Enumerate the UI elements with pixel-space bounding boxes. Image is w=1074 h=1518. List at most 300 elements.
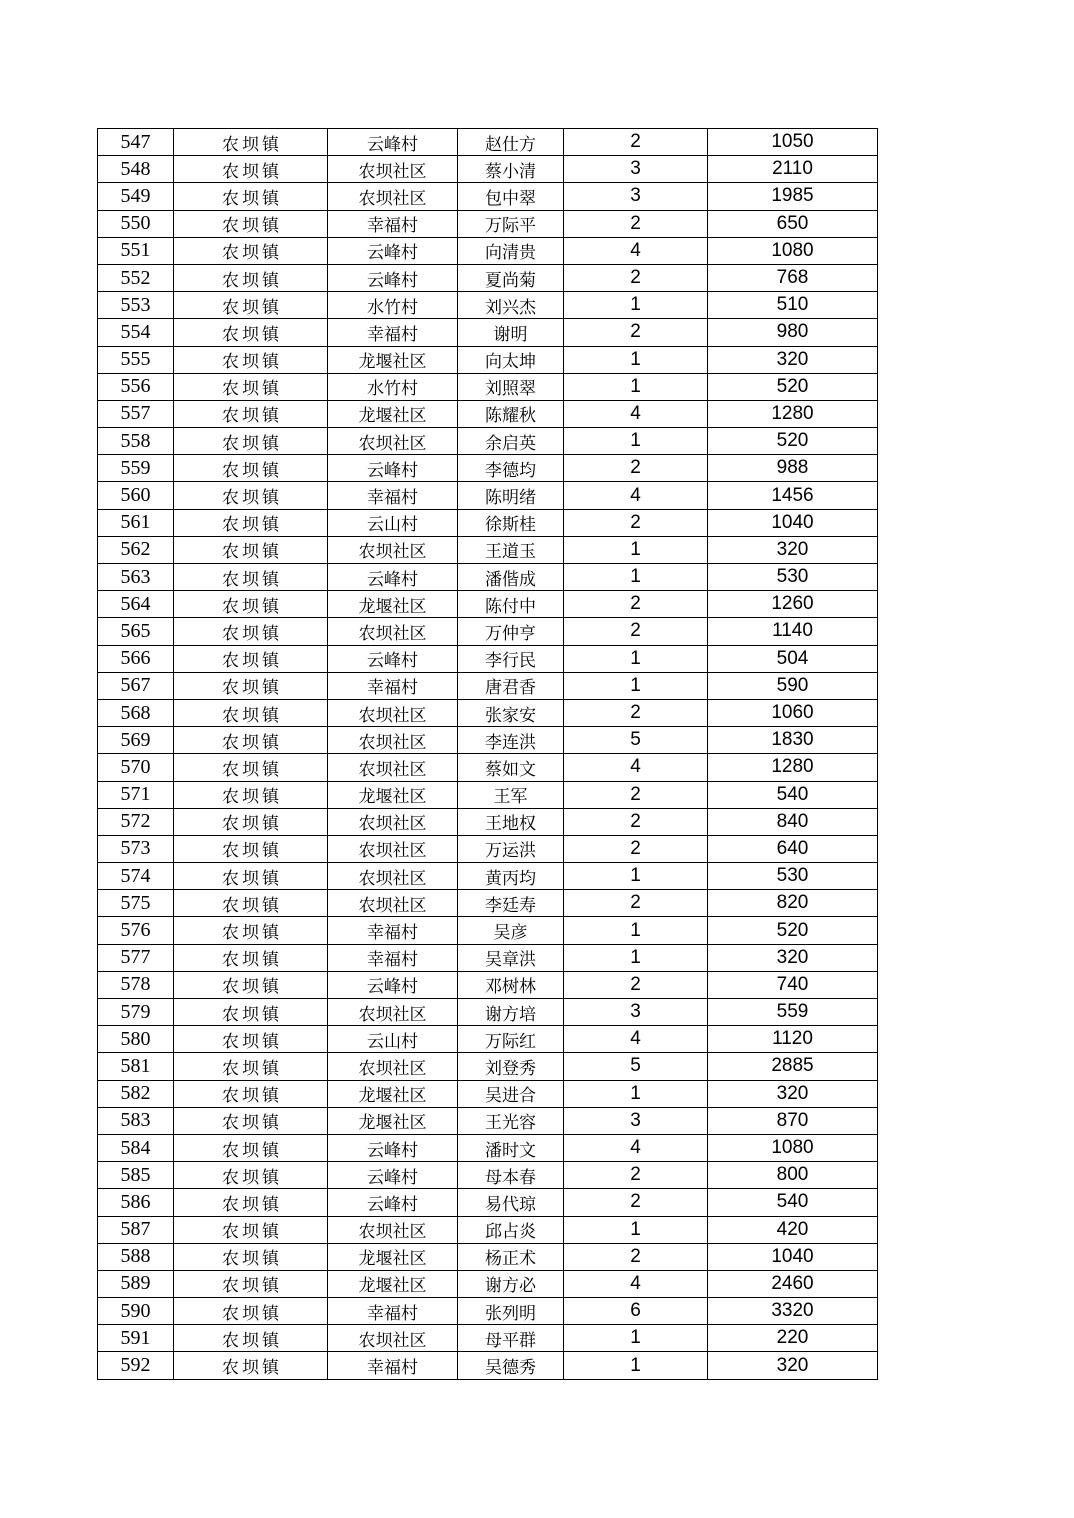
cell-seq: 550 xyxy=(98,210,174,237)
cell-town: 农坝镇 xyxy=(174,999,328,1026)
records-table-body xyxy=(98,129,878,1380)
cell-amount: 1985 xyxy=(708,183,878,210)
cell-town: 农坝镇 xyxy=(174,754,328,781)
cell-village: 农坝社区 xyxy=(328,618,458,645)
cell-village: 云峰村 xyxy=(328,455,458,482)
cell-count: 4 xyxy=(564,400,708,427)
cell-count: 5 xyxy=(564,1053,708,1080)
cell-name: 陈付中 xyxy=(458,591,564,618)
table-row xyxy=(98,863,878,890)
cell-town: 农坝镇 xyxy=(174,1189,328,1216)
cell-town: 农坝镇 xyxy=(174,482,328,509)
cell-name: 包中翠 xyxy=(458,183,564,210)
cell-village: 云峰村 xyxy=(328,237,458,264)
cell-town: 农坝镇 xyxy=(174,1216,328,1243)
cell-amount: 590 xyxy=(708,672,878,699)
cell-village: 龙堰社区 xyxy=(328,400,458,427)
cell-amount: 1050 xyxy=(708,129,878,156)
cell-village: 龙堰社区 xyxy=(328,781,458,808)
cell-name: 蔡如文 xyxy=(458,754,564,781)
cell-count: 2 xyxy=(564,264,708,291)
cell-name: 吴进合 xyxy=(458,1080,564,1107)
cell-amount: 540 xyxy=(708,781,878,808)
cell-town: 农坝镇 xyxy=(174,890,328,917)
cell-name: 张列明 xyxy=(458,1298,564,1325)
cell-count: 1 xyxy=(564,536,708,563)
cell-amount: 820 xyxy=(708,890,878,917)
cell-amount: 559 xyxy=(708,999,878,1026)
cell-seq: 581 xyxy=(98,1053,174,1080)
cell-seq: 582 xyxy=(98,1080,174,1107)
cell-seq: 588 xyxy=(98,1243,174,1270)
cell-count: 2 xyxy=(564,319,708,346)
table-row xyxy=(98,319,878,346)
cell-amount: 768 xyxy=(708,264,878,291)
cell-town: 农坝镇 xyxy=(174,944,328,971)
cell-amount: 2460 xyxy=(708,1270,878,1297)
cell-town: 农坝镇 xyxy=(174,618,328,645)
table-row xyxy=(98,292,878,319)
cell-town: 农坝镇 xyxy=(174,863,328,890)
cell-amount: 1080 xyxy=(708,1134,878,1161)
table-row xyxy=(98,672,878,699)
cell-seq: 584 xyxy=(98,1134,174,1161)
cell-count: 1 xyxy=(564,645,708,672)
cell-village: 农坝社区 xyxy=(328,999,458,1026)
cell-village: 农坝社区 xyxy=(328,156,458,183)
cell-name: 唐君香 xyxy=(458,672,564,699)
cell-amount: 530 xyxy=(708,564,878,591)
cell-count: 2 xyxy=(564,1162,708,1189)
table-row xyxy=(98,781,878,808)
table-row xyxy=(98,509,878,536)
cell-seq: 564 xyxy=(98,591,174,618)
cell-count: 2 xyxy=(564,1243,708,1270)
cell-seq: 565 xyxy=(98,618,174,645)
cell-name: 杨正术 xyxy=(458,1243,564,1270)
cell-village: 云峰村 xyxy=(328,264,458,291)
cell-village: 云峰村 xyxy=(328,129,458,156)
table-row xyxy=(98,835,878,862)
cell-name: 吴德秀 xyxy=(458,1352,564,1379)
cell-village: 幸福村 xyxy=(328,1352,458,1379)
cell-village: 龙堰社区 xyxy=(328,591,458,618)
cell-town: 农坝镇 xyxy=(174,1162,328,1189)
table-row xyxy=(98,183,878,210)
cell-name: 徐斯桂 xyxy=(458,509,564,536)
cell-seq: 568 xyxy=(98,699,174,726)
cell-name: 万运洪 xyxy=(458,835,564,862)
cell-count: 4 xyxy=(564,754,708,781)
table-row xyxy=(98,591,878,618)
table-row xyxy=(98,237,878,264)
cell-name: 王道玉 xyxy=(458,536,564,563)
cell-amount: 2885 xyxy=(708,1053,878,1080)
cell-seq: 557 xyxy=(98,400,174,427)
cell-count: 1 xyxy=(564,428,708,455)
cell-village: 幸福村 xyxy=(328,319,458,346)
cell-town: 农坝镇 xyxy=(174,264,328,291)
cell-count: 4 xyxy=(564,1134,708,1161)
cell-name: 万际红 xyxy=(458,1026,564,1053)
table-row xyxy=(98,1243,878,1270)
table-row xyxy=(98,373,878,400)
table-row xyxy=(98,210,878,237)
table-row xyxy=(98,618,878,645)
table-row xyxy=(98,1189,878,1216)
cell-seq: 556 xyxy=(98,373,174,400)
cell-town: 农坝镇 xyxy=(174,210,328,237)
cell-count: 1 xyxy=(564,944,708,971)
cell-town: 农坝镇 xyxy=(174,1270,328,1297)
cell-village: 幸福村 xyxy=(328,482,458,509)
cell-town: 农坝镇 xyxy=(174,1325,328,1352)
table-row xyxy=(98,1298,878,1325)
cell-town: 农坝镇 xyxy=(174,781,328,808)
cell-name: 母平群 xyxy=(458,1325,564,1352)
cell-seq: 553 xyxy=(98,292,174,319)
cell-name: 张家安 xyxy=(458,699,564,726)
cell-seq: 577 xyxy=(98,944,174,971)
cell-count: 4 xyxy=(564,237,708,264)
cell-name: 谢方培 xyxy=(458,999,564,1026)
table-row xyxy=(98,808,878,835)
cell-village: 幸福村 xyxy=(328,672,458,699)
cell-seq: 563 xyxy=(98,564,174,591)
cell-count: 2 xyxy=(564,591,708,618)
cell-count: 2 xyxy=(564,509,708,536)
cell-amount: 540 xyxy=(708,1189,878,1216)
cell-village: 农坝社区 xyxy=(328,863,458,890)
cell-amount: 1830 xyxy=(708,727,878,754)
cell-name: 李连洪 xyxy=(458,727,564,754)
cell-village: 农坝社区 xyxy=(328,1325,458,1352)
cell-count: 1 xyxy=(564,1352,708,1379)
table-row xyxy=(98,564,878,591)
cell-amount: 1080 xyxy=(708,237,878,264)
cell-town: 农坝镇 xyxy=(174,727,328,754)
table-row xyxy=(98,156,878,183)
cell-amount: 320 xyxy=(708,1352,878,1379)
cell-amount: 1060 xyxy=(708,699,878,726)
cell-amount: 2110 xyxy=(708,156,878,183)
cell-amount: 530 xyxy=(708,863,878,890)
table-row xyxy=(98,346,878,373)
cell-name: 王地权 xyxy=(458,808,564,835)
cell-seq: 566 xyxy=(98,645,174,672)
cell-town: 农坝镇 xyxy=(174,564,328,591)
cell-town: 农坝镇 xyxy=(174,1053,328,1080)
cell-amount: 510 xyxy=(708,292,878,319)
cell-count: 2 xyxy=(564,808,708,835)
cell-village: 幸福村 xyxy=(328,210,458,237)
cell-amount: 988 xyxy=(708,455,878,482)
cell-town: 农坝镇 xyxy=(174,455,328,482)
cell-count: 5 xyxy=(564,727,708,754)
table-row xyxy=(98,890,878,917)
cell-count: 1 xyxy=(564,292,708,319)
cell-town: 农坝镇 xyxy=(174,400,328,427)
table-row xyxy=(98,129,878,156)
table-row xyxy=(98,1107,878,1134)
cell-village: 云山村 xyxy=(328,1026,458,1053)
cell-amount: 420 xyxy=(708,1216,878,1243)
cell-seq: 586 xyxy=(98,1189,174,1216)
cell-name: 刘兴杰 xyxy=(458,292,564,319)
cell-amount: 520 xyxy=(708,373,878,400)
cell-village: 农坝社区 xyxy=(328,183,458,210)
cell-town: 农坝镇 xyxy=(174,1134,328,1161)
records-table xyxy=(97,128,878,1380)
cell-count: 2 xyxy=(564,1189,708,1216)
table-row xyxy=(98,645,878,672)
cell-town: 农坝镇 xyxy=(174,1243,328,1270)
cell-count: 2 xyxy=(564,129,708,156)
cell-name: 王光容 xyxy=(458,1107,564,1134)
cell-town: 农坝镇 xyxy=(174,237,328,264)
table-row xyxy=(98,971,878,998)
cell-town: 农坝镇 xyxy=(174,292,328,319)
table-row xyxy=(98,999,878,1026)
cell-count: 2 xyxy=(564,971,708,998)
cell-village: 农坝社区 xyxy=(328,808,458,835)
cell-town: 农坝镇 xyxy=(174,183,328,210)
cell-name: 夏尚菊 xyxy=(458,264,564,291)
cell-town: 农坝镇 xyxy=(174,156,328,183)
cell-amount: 1456 xyxy=(708,482,878,509)
cell-name: 王军 xyxy=(458,781,564,808)
cell-amount: 840 xyxy=(708,808,878,835)
cell-name: 黄丙均 xyxy=(458,863,564,890)
cell-name: 刘登秀 xyxy=(458,1053,564,1080)
cell-seq: 551 xyxy=(98,237,174,264)
cell-name: 刘照翠 xyxy=(458,373,564,400)
table-row xyxy=(98,536,878,563)
cell-seq: 576 xyxy=(98,917,174,944)
cell-town: 农坝镇 xyxy=(174,672,328,699)
cell-amount: 1280 xyxy=(708,754,878,781)
cell-seq: 560 xyxy=(98,482,174,509)
cell-count: 3 xyxy=(564,183,708,210)
table-row xyxy=(98,1270,878,1297)
table-row xyxy=(98,1026,878,1053)
cell-seq: 561 xyxy=(98,509,174,536)
cell-town: 农坝镇 xyxy=(174,1107,328,1134)
cell-seq: 552 xyxy=(98,264,174,291)
cell-village: 幸福村 xyxy=(328,1298,458,1325)
table-row xyxy=(98,1080,878,1107)
table-row xyxy=(98,400,878,427)
table-row xyxy=(98,727,878,754)
cell-name: 李德均 xyxy=(458,455,564,482)
cell-amount: 1260 xyxy=(708,591,878,618)
cell-village: 农坝社区 xyxy=(328,835,458,862)
cell-name: 吴章洪 xyxy=(458,944,564,971)
cell-town: 农坝镇 xyxy=(174,971,328,998)
cell-seq: 547 xyxy=(98,129,174,156)
cell-town: 农坝镇 xyxy=(174,129,328,156)
table-row xyxy=(98,1162,878,1189)
cell-village: 云峰村 xyxy=(328,564,458,591)
cell-village: 幸福村 xyxy=(328,944,458,971)
cell-village: 农坝社区 xyxy=(328,754,458,781)
cell-name: 李行民 xyxy=(458,645,564,672)
cell-town: 农坝镇 xyxy=(174,835,328,862)
cell-name: 邓树林 xyxy=(458,971,564,998)
cell-town: 农坝镇 xyxy=(174,346,328,373)
cell-town: 农坝镇 xyxy=(174,1352,328,1379)
cell-seq: 567 xyxy=(98,672,174,699)
table-row xyxy=(98,1352,878,1379)
cell-seq: 572 xyxy=(98,808,174,835)
cell-seq: 585 xyxy=(98,1162,174,1189)
cell-village: 农坝社区 xyxy=(328,699,458,726)
cell-town: 农坝镇 xyxy=(174,917,328,944)
cell-count: 2 xyxy=(564,699,708,726)
cell-count: 1 xyxy=(564,1325,708,1352)
cell-town: 农坝镇 xyxy=(174,1026,328,1053)
cell-amount: 1040 xyxy=(708,509,878,536)
cell-count: 1 xyxy=(564,564,708,591)
cell-seq: 562 xyxy=(98,536,174,563)
cell-village: 龙堰社区 xyxy=(328,346,458,373)
cell-seq: 579 xyxy=(98,999,174,1026)
cell-town: 农坝镇 xyxy=(174,645,328,672)
cell-name: 吴彦 xyxy=(458,917,564,944)
cell-village: 农坝社区 xyxy=(328,727,458,754)
table-row xyxy=(98,699,878,726)
cell-amount: 220 xyxy=(708,1325,878,1352)
cell-name: 万仲亨 xyxy=(458,618,564,645)
cell-village: 农坝社区 xyxy=(328,1216,458,1243)
cell-name: 邱占炎 xyxy=(458,1216,564,1243)
cell-seq: 549 xyxy=(98,183,174,210)
cell-town: 农坝镇 xyxy=(174,1080,328,1107)
cell-amount: 870 xyxy=(708,1107,878,1134)
table-row xyxy=(98,1216,878,1243)
cell-town: 农坝镇 xyxy=(174,591,328,618)
cell-seq: 574 xyxy=(98,863,174,890)
cell-village: 农坝社区 xyxy=(328,890,458,917)
cell-seq: 590 xyxy=(98,1298,174,1325)
cell-name: 谢明 xyxy=(458,319,564,346)
table-row xyxy=(98,944,878,971)
cell-seq: 578 xyxy=(98,971,174,998)
cell-amount: 640 xyxy=(708,835,878,862)
cell-amount: 320 xyxy=(708,536,878,563)
table-row xyxy=(98,1325,878,1352)
cell-town: 农坝镇 xyxy=(174,319,328,346)
cell-village: 水竹村 xyxy=(328,373,458,400)
cell-count: 2 xyxy=(564,618,708,645)
cell-count: 4 xyxy=(564,482,708,509)
cell-seq: 591 xyxy=(98,1325,174,1352)
cell-count: 2 xyxy=(564,890,708,917)
cell-village: 水竹村 xyxy=(328,292,458,319)
cell-count: 2 xyxy=(564,210,708,237)
cell-count: 1 xyxy=(564,346,708,373)
cell-amount: 520 xyxy=(708,917,878,944)
cell-village: 云峰村 xyxy=(328,1162,458,1189)
cell-town: 农坝镇 xyxy=(174,699,328,726)
cell-seq: 583 xyxy=(98,1107,174,1134)
cell-amount: 520 xyxy=(708,428,878,455)
cell-village: 云峰村 xyxy=(328,1134,458,1161)
cell-village: 云峰村 xyxy=(328,971,458,998)
table-row xyxy=(98,482,878,509)
cell-count: 1 xyxy=(564,863,708,890)
cell-count: 3 xyxy=(564,156,708,183)
cell-amount: 1040 xyxy=(708,1243,878,1270)
cell-name: 蔡小清 xyxy=(458,156,564,183)
cell-amount: 650 xyxy=(708,210,878,237)
table-row xyxy=(98,1134,878,1161)
cell-seq: 575 xyxy=(98,890,174,917)
cell-town: 农坝镇 xyxy=(174,536,328,563)
cell-town: 农坝镇 xyxy=(174,373,328,400)
cell-amount: 1140 xyxy=(708,618,878,645)
cell-seq: 570 xyxy=(98,754,174,781)
cell-count: 1 xyxy=(564,1080,708,1107)
cell-count: 4 xyxy=(564,1026,708,1053)
cell-count: 1 xyxy=(564,373,708,400)
cell-name: 万际平 xyxy=(458,210,564,237)
cell-seq: 554 xyxy=(98,319,174,346)
cell-amount: 320 xyxy=(708,944,878,971)
cell-village: 龙堰社区 xyxy=(328,1243,458,1270)
cell-amount: 3320 xyxy=(708,1298,878,1325)
cell-count: 4 xyxy=(564,1270,708,1297)
cell-village: 幸福村 xyxy=(328,917,458,944)
cell-count: 2 xyxy=(564,835,708,862)
cell-name: 赵仕方 xyxy=(458,129,564,156)
table-row xyxy=(98,1053,878,1080)
cell-town: 农坝镇 xyxy=(174,1298,328,1325)
table-row xyxy=(98,455,878,482)
cell-count: 2 xyxy=(564,455,708,482)
cell-town: 农坝镇 xyxy=(174,808,328,835)
cell-count: 1 xyxy=(564,1216,708,1243)
cell-amount: 800 xyxy=(708,1162,878,1189)
cell-village: 农坝社区 xyxy=(328,536,458,563)
cell-village: 农坝社区 xyxy=(328,1053,458,1080)
table-row xyxy=(98,754,878,781)
cell-seq: 592 xyxy=(98,1352,174,1379)
cell-village: 龙堰社区 xyxy=(328,1270,458,1297)
cell-name: 潘偕成 xyxy=(458,564,564,591)
cell-seq: 587 xyxy=(98,1216,174,1243)
cell-seq: 548 xyxy=(98,156,174,183)
cell-name: 余启英 xyxy=(458,428,564,455)
table-row xyxy=(98,428,878,455)
cell-amount: 320 xyxy=(708,346,878,373)
cell-village: 云山村 xyxy=(328,509,458,536)
cell-seq: 573 xyxy=(98,835,174,862)
cell-village: 云峰村 xyxy=(328,1189,458,1216)
cell-name: 潘时文 xyxy=(458,1134,564,1161)
cell-town: 农坝镇 xyxy=(174,509,328,536)
cell-seq: 555 xyxy=(98,346,174,373)
cell-count: 6 xyxy=(564,1298,708,1325)
cell-count: 3 xyxy=(564,1107,708,1134)
cell-count: 2 xyxy=(564,781,708,808)
cell-count: 3 xyxy=(564,999,708,1026)
cell-name: 陈明绪 xyxy=(458,482,564,509)
cell-name: 向清贵 xyxy=(458,237,564,264)
cell-name: 陈耀秋 xyxy=(458,400,564,427)
cell-name: 母本春 xyxy=(458,1162,564,1189)
cell-town: 农坝镇 xyxy=(174,428,328,455)
